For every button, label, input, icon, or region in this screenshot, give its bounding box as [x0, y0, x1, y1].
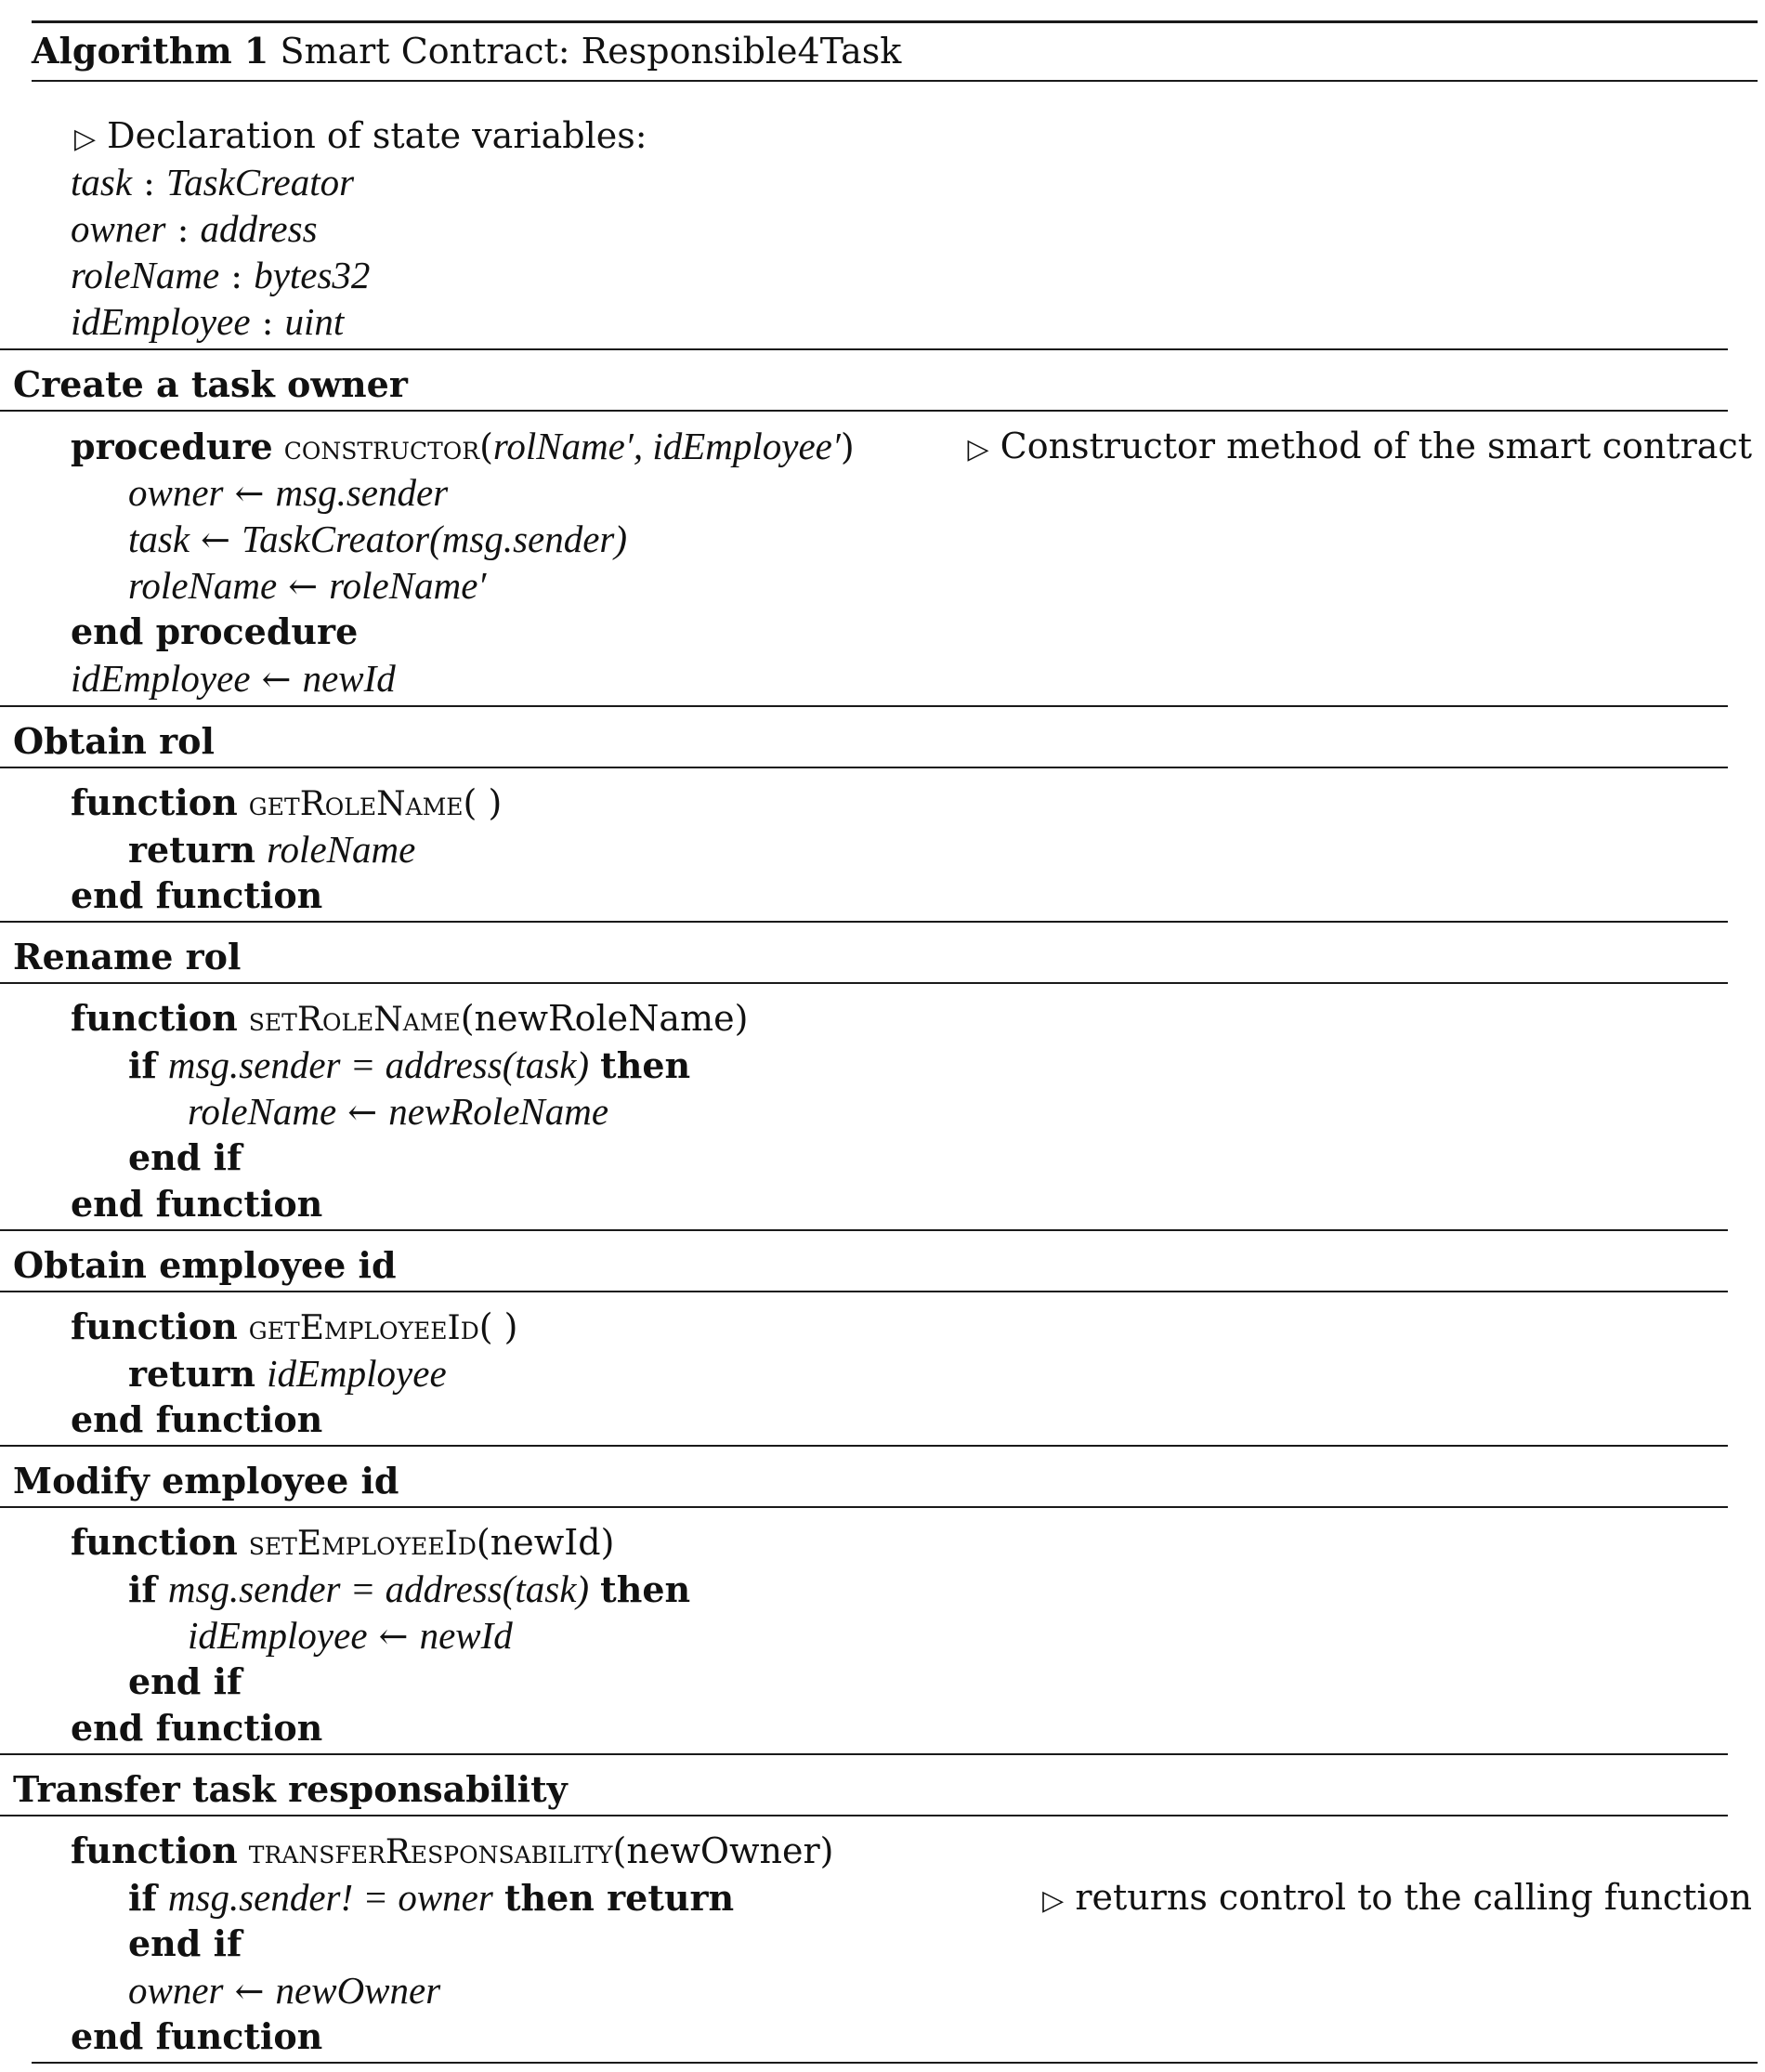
- section-rule: [0, 921, 1728, 923]
- keyword-function: function: [71, 1305, 238, 1347]
- if-condition: msg.sender = address(task): [167, 1043, 590, 1086]
- end-function: end function: [71, 1707, 323, 1749]
- keyword-then: then: [600, 1044, 691, 1086]
- function-name: getRoleName: [248, 785, 464, 823]
- keyword-then: then: [600, 1568, 691, 1610]
- section-rule: [0, 1506, 1728, 1508]
- if-statement: [128, 1042, 690, 1089]
- section-title-transfer-responsability: Transfer task responsability: [13, 1768, 568, 1810]
- comment-triangle-icon: ▷: [1042, 1884, 1065, 1917]
- var-type: bytes32: [254, 254, 371, 296]
- algorithm-label: Algorithm 1: [32, 30, 269, 72]
- assign-rhs: newRoleName: [388, 1090, 609, 1133]
- assign-owner: [128, 469, 448, 517]
- return-statement: [128, 1350, 447, 1397]
- colon: :: [176, 209, 190, 250]
- function-args: ( ): [463, 782, 503, 823]
- end-function: end function: [71, 1398, 323, 1440]
- section-title-rename-rol: Rename rol: [13, 936, 242, 977]
- keyword-function: function: [71, 1521, 238, 1563]
- section-rule: [0, 982, 1728, 984]
- keyword-procedure: procedure: [71, 426, 273, 467]
- transfer-comment: [1042, 1874, 1752, 1924]
- function-name: transferResponsability: [248, 1833, 613, 1871]
- if-condition: msg.sender! = owner: [167, 1876, 493, 1919]
- procedure-name: constructor: [283, 429, 480, 467]
- assign-rhs: msg.sender: [275, 471, 449, 514]
- var-type: uint: [284, 300, 345, 343]
- bottom-rule: [32, 2062, 1758, 2064]
- keyword-if: if: [128, 1877, 157, 1919]
- assign-lhs: owner: [128, 1969, 224, 2012]
- section-rule: [0, 767, 1728, 768]
- arrow: ←: [288, 566, 319, 607]
- arrow: ←: [234, 1971, 265, 2012]
- assign-idemployee: [188, 1612, 513, 1659]
- keyword-function: function: [71, 997, 238, 1039]
- section-rule: [0, 1815, 1728, 1816]
- end-if: end if: [128, 1136, 242, 1178]
- function-args: (newOwner): [612, 1830, 834, 1871]
- assign-owner: [128, 1967, 440, 2014]
- getrolename-signature: [71, 780, 502, 828]
- keyword-return: return: [128, 829, 256, 871]
- function-args: ( ): [478, 1306, 518, 1347]
- if-condition: msg.sender = address(task): [167, 1567, 590, 1610]
- if-statement: [128, 1566, 690, 1613]
- declaration-comment-text: Declaration of state variables:: [107, 115, 647, 156]
- arrow: ←: [201, 519, 230, 560]
- arrow: ←: [378, 1616, 409, 1657]
- keyword-then-return: then return: [503, 1877, 735, 1919]
- keyword-if: if: [128, 1044, 157, 1086]
- section-rule: [0, 410, 1728, 412]
- top-rule: [32, 20, 1758, 23]
- algorithm-title: Smart Contract: Responsible4Task: [280, 31, 902, 72]
- comment-text: returns control to the calling function: [1075, 1877, 1752, 1918]
- arrow: ←: [234, 473, 265, 514]
- return-value: roleName: [267, 828, 416, 871]
- assign-rhs: TaskCreator(msg.sender): [242, 518, 628, 560]
- comment-text: Constructor method of the smart contract: [1000, 426, 1752, 466]
- comment-triangle-icon: ▷: [74, 123, 97, 155]
- var-name: owner: [71, 207, 166, 250]
- assign-rolename: [188, 1088, 608, 1135]
- constructor-comment: [967, 423, 1752, 473]
- var-type: address: [200, 207, 318, 250]
- end-if: end if: [128, 1922, 242, 1964]
- header-rule: [32, 80, 1758, 82]
- if-statement: [128, 1874, 734, 1921]
- end-function: end function: [71, 874, 323, 916]
- colon: :: [230, 256, 243, 296]
- var-name: roleName: [71, 254, 220, 296]
- section-title-obtain-employee-id: Obtain employee id: [13, 1244, 397, 1286]
- assign-rhs: newId: [419, 1614, 513, 1657]
- declaration-task: [71, 159, 354, 206]
- end-function: end function: [71, 2015, 323, 2057]
- section-rule: [0, 705, 1728, 707]
- constructor-signature: procedure constructor(rolName′, idEmployee′): [71, 425, 855, 467]
- assign-lhs: roleName: [128, 564, 278, 607]
- assign-idemployee: [71, 655, 396, 702]
- comment-triangle-icon: ▷: [967, 433, 989, 466]
- section-title-create-owner: Create a task owner: [13, 363, 408, 405]
- keyword-function: function: [71, 1829, 238, 1871]
- function-args: (newId): [476, 1522, 615, 1563]
- section-rule: [0, 1753, 1728, 1755]
- end-if: end if: [128, 1660, 242, 1702]
- declaration-idemployee: [71, 298, 344, 346]
- algorithm-header: [32, 28, 901, 74]
- assign-lhs: idEmployee: [188, 1614, 368, 1657]
- return-statement: [128, 826, 415, 873]
- return-value: idEmployee: [267, 1352, 447, 1395]
- function-name: getEmployeeId: [248, 1309, 479, 1347]
- function-name: setRoleName: [248, 1001, 461, 1039]
- end-procedure: end procedure: [71, 610, 359, 652]
- arrow: ←: [261, 659, 292, 700]
- end-function: end function: [71, 1183, 323, 1225]
- var-name: idEmployee: [71, 300, 251, 343]
- colon: :: [261, 302, 274, 343]
- function-name: setEmployeeId: [248, 1525, 477, 1563]
- section-rule: [0, 1445, 1728, 1447]
- section-title-modify-employee-id: Modify employee id: [13, 1460, 399, 1502]
- var-name: task: [71, 161, 133, 203]
- assign-task: [128, 516, 627, 563]
- section-rule: [0, 348, 1728, 350]
- setrolename-signature: [71, 995, 748, 1043]
- assign-lhs: roleName: [188, 1090, 337, 1133]
- transferresponsability-signature: [71, 1828, 833, 1876]
- keyword-function: function: [71, 781, 238, 823]
- getemployeeid-signature: [71, 1304, 518, 1352]
- assign-rolename: [128, 562, 486, 610]
- assign-lhs: task: [128, 518, 190, 560]
- declaration-rolename: [71, 252, 370, 299]
- section-rule: [0, 1229, 1728, 1231]
- assign-rhs: newOwner: [275, 1969, 441, 2012]
- section-rule: [0, 1291, 1728, 1292]
- section-title-obtain-rol: Obtain rol: [13, 720, 215, 762]
- keyword-return: return: [128, 1353, 256, 1395]
- assign-lhs: idEmployee: [71, 657, 251, 700]
- assign-rhs: roleName′: [329, 564, 487, 607]
- procedure-args: rolName′, idEmployee′: [492, 425, 841, 467]
- assign-rhs: newId: [302, 657, 396, 700]
- function-args: (newRoleName): [460, 998, 749, 1039]
- keyword-if: if: [128, 1568, 157, 1610]
- arrow: ←: [347, 1092, 378, 1133]
- var-type: TaskCreator: [166, 161, 355, 203]
- declaration-comment: [74, 112, 647, 163]
- assign-lhs: owner: [128, 471, 224, 514]
- setemployeeid-signature: [71, 1519, 614, 1567]
- colon: :: [143, 163, 155, 203]
- declaration-owner: [71, 205, 318, 253]
